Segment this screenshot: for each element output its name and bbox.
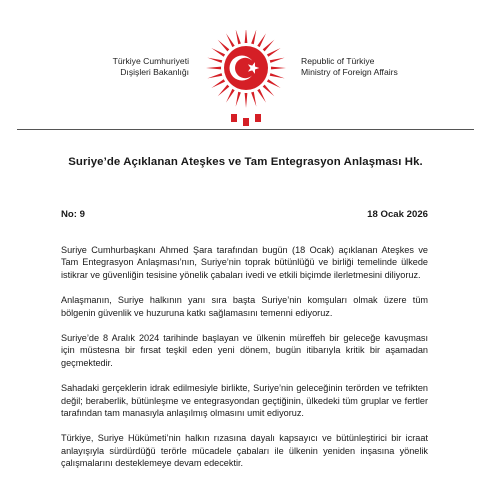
emblem-ray bbox=[257, 33, 266, 47]
ministry-name-turkish-line1: Türkiye Cumhuriyeti bbox=[112, 56, 189, 66]
ministry-name-turkish bbox=[113, 56, 189, 78]
ministry-name-english-line1: Republic of Türkiye bbox=[301, 56, 375, 66]
ministry-name-turkish-line2: Dışişleri Bakanlığı bbox=[120, 67, 189, 77]
emblem-ray bbox=[206, 67, 221, 70]
emblem-ray bbox=[267, 79, 281, 88]
body-paragraph-2: Anlaşmanın, Suriye halkının yanı sıra başta Suriye’nin komşuları olmak üzere tüm bölgenin güvenlik ve huzuruna katkı sağlamasını temenni ediyoruz. bbox=[61, 295, 428, 318]
body-paragraph-1: Suriye Cumhurbaşkanı Ahmed Şara tarafından bugün (18 Ocak) açıklanan Ateşkes ve Tam Entegrasyon Anlaşması’nın, Suriye’nin toprak bütünlüğü ve birliği temelinde ülkede istikrar ve güvenliğin tesisine yönelik çabaları ivedi ve etkili biçimde ilerletmesini diliyoruz. bbox=[61, 245, 428, 280]
emblem-ray bbox=[263, 85, 275, 97]
document-title: Suriye’de Açıklanan Ateşkes ve Tam Entegrasyon Anlaşması Hk. bbox=[68, 156, 423, 168]
emblem-ray bbox=[263, 40, 275, 52]
document-date: 18 Ocak 2026 bbox=[367, 209, 428, 220]
emblem-ray bbox=[226, 89, 235, 103]
emblem-ray bbox=[267, 48, 281, 57]
emblem-base-tab bbox=[255, 114, 261, 122]
crescent-star-emblem-icon bbox=[201, 30, 291, 130]
emblem-base-tab bbox=[231, 114, 237, 122]
ministry-name-english bbox=[301, 56, 398, 78]
emblem-ray bbox=[236, 92, 241, 107]
body-paragraph-5: Türkiye, Suriye Hükümeti’nin halkın rızasına dayalı kapsayıcı ve bütünleştirici bir icraat anlayışıyla sürdürdüğü terörle mücadele çabaları ile ülkenin yeniden inşasına yönelik çalışmalarını desteklemeye devam edecektir. bbox=[61, 433, 428, 469]
emblem-ray bbox=[211, 48, 225, 57]
emblem-ray bbox=[251, 30, 256, 44]
emblem-ray bbox=[236, 30, 241, 44]
document-number: No: 9 bbox=[61, 209, 85, 220]
emblem-ray bbox=[218, 40, 230, 52]
emblem-ray bbox=[226, 33, 235, 47]
emblem-ray bbox=[270, 58, 285, 63]
document-body bbox=[61, 244, 428, 483]
emblem-ray bbox=[245, 93, 248, 108]
letterhead bbox=[0, 30, 491, 130]
emblem-ray bbox=[218, 85, 230, 97]
emblem-ray bbox=[271, 67, 286, 70]
emblem-base-tab bbox=[243, 118, 249, 126]
body-paragraph-3: Suriye’de 8 Aralık 2024 tarihinde başlayan ve ülkenin müreffeh bir geleceğe kavuşması için müstesna bir fırsat teşkil eden yeni dönem, bugün itibarıyla kritik bir aşamadan geçmektedir. bbox=[61, 333, 428, 368]
emblem-ray bbox=[251, 92, 256, 107]
emblem-ray bbox=[211, 79, 225, 88]
ministry-name-english-line2: Ministry of Foreign Affairs bbox=[301, 67, 398, 77]
emblem-ray bbox=[207, 73, 222, 78]
header-divider bbox=[17, 129, 474, 130]
emblem-ray bbox=[257, 89, 266, 103]
emblem-ray bbox=[207, 58, 222, 63]
emblem-ray bbox=[245, 30, 248, 43]
emblem-ray bbox=[270, 73, 285, 78]
body-paragraph-4: Sahadaki gerçeklerin idrak edilmesiyle birlikte, Suriye’nin geleceğinin terörden ve tefrikten değil; beraberlik, bütünleşme ve entegrasyondan geçtiğinin, ülkedeki tüm gruplar ve fertler tarafından tam manasıyla anlaşılmış olmasını umit ediyoruz. bbox=[61, 383, 428, 419]
